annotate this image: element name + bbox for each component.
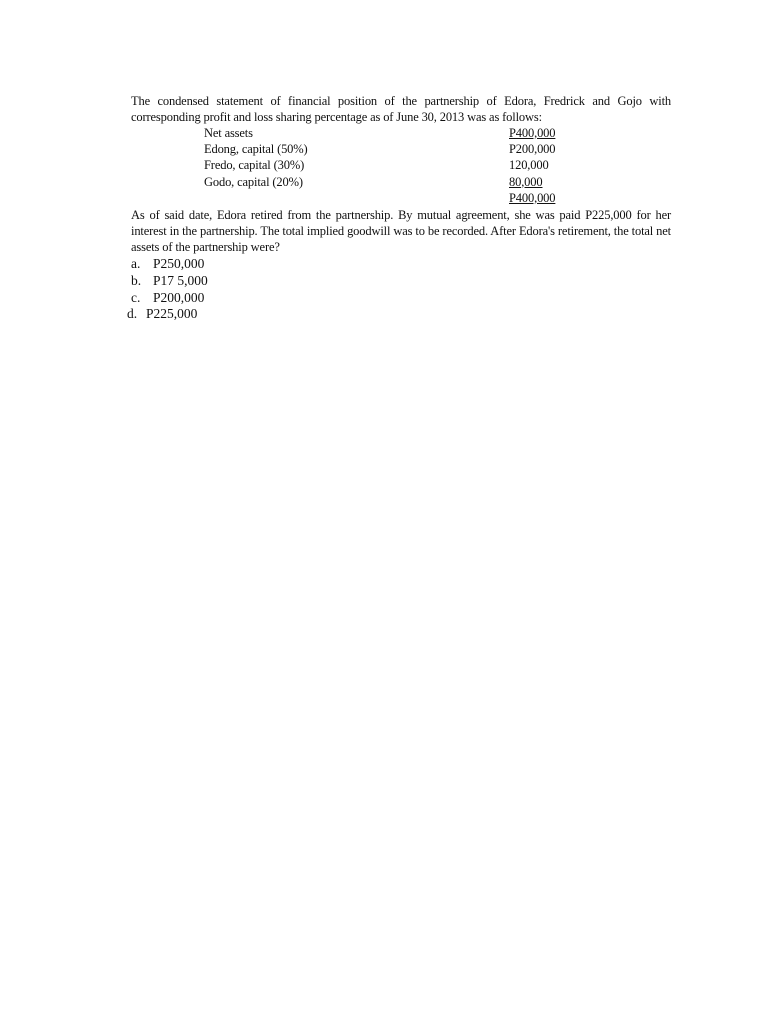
choice-text: P250,000 bbox=[153, 256, 205, 271]
statement-label: Godo, capital (20%) bbox=[204, 174, 303, 189]
choice-text: P200,000 bbox=[153, 289, 205, 305]
statement-amount: 120,000 bbox=[509, 158, 549, 173]
statement-row-edong-capital bbox=[0, 141, 768, 157]
choice-letter: c. bbox=[131, 289, 141, 305]
choice-b bbox=[0, 273, 768, 290]
statement-amount: 80,000 bbox=[509, 174, 543, 189]
choice-c bbox=[0, 290, 768, 307]
choice-text: P225,000 bbox=[146, 306, 198, 322]
choice-letter: a. bbox=[131, 256, 141, 271]
statement-row-total bbox=[0, 190, 768, 206]
statement-amount: P400,000 bbox=[509, 126, 556, 140]
choice-letter: d. bbox=[127, 306, 138, 322]
statement-label: Edong, capital (50%) bbox=[204, 142, 308, 157]
financial-statement bbox=[0, 125, 768, 206]
choice-a bbox=[0, 256, 768, 273]
statement-row-net-assets bbox=[0, 125, 768, 141]
answer-choices bbox=[0, 256, 768, 323]
question-body: As of said date, Edora retired from the partnership. By mutual agreement, she was paid P225,000 for her interest in the partnership. The total implied goodwill was to be recorded. After Edora's retirement, the total net assets of the partnership were? bbox=[131, 208, 671, 254]
statement-row-fredo-capital bbox=[0, 157, 768, 173]
statement-amount: P200,000 bbox=[509, 142, 556, 157]
statement-total-amount: P400,000 bbox=[509, 190, 556, 205]
choice-letter: b. bbox=[131, 272, 142, 288]
choice-d bbox=[0, 306, 768, 323]
statement-label: Net assets bbox=[204, 126, 253, 140]
choice-text: P17 5,000 bbox=[153, 272, 208, 288]
statement-row-godo-capital bbox=[0, 174, 768, 190]
question-intro: The condensed statement of financial position of the partnership of Edora, Fredrick and Gojo with corresponding profit and loss sharing percentage as of June 30, 2013 was as follows: bbox=[131, 94, 671, 124]
statement-label: Fredo, capital (30%) bbox=[204, 158, 305, 173]
